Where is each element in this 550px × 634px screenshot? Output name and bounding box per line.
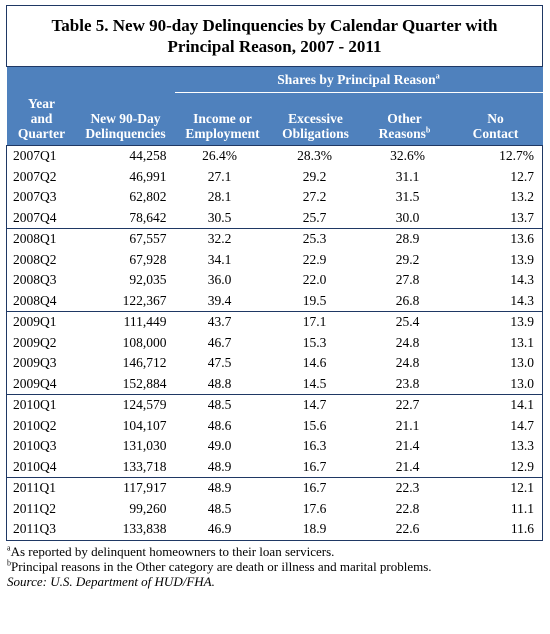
cell-quarter: 2010Q1 — [7, 395, 77, 416]
table-row — [7, 187, 543, 208]
cell-no-contact: 11.1 — [449, 499, 543, 520]
table-row — [7, 229, 543, 250]
cell-no-contact: 13.0 — [449, 374, 543, 395]
table-row — [7, 499, 543, 520]
cell-excessive-obligations: 19.5 — [302, 292, 327, 308]
table-row — [7, 478, 543, 499]
cell-new-delinquencies: 104,107 — [122, 417, 167, 433]
cell-income-employment: 43.7 — [175, 312, 271, 333]
cell-excessive-obligations: 15.6 — [302, 417, 327, 433]
cell-income-employment: 27.1 — [207, 168, 232, 184]
cell-no-contact: 13.1 — [449, 333, 543, 354]
cell-new-delinquencies: 111,449 — [77, 312, 175, 333]
cell-new-delinquencies: 67,557 — [77, 229, 175, 250]
cell-other-reasons: 24.8 — [395, 355, 420, 371]
source-note: Source: U.S. Department of HUD/FHA. — [7, 573, 215, 589]
cell-new-delinquencies: 131,030 — [122, 438, 167, 454]
title-line-1: Table 5. New 90-day Delinquencies by Calendar Quarter with — [51, 16, 498, 35]
cell-income-employment: 49.0 — [207, 438, 232, 454]
cell-no-contact: 13.0 — [449, 353, 543, 374]
cell-other-reasons: 21.4 — [395, 438, 420, 454]
table-row — [7, 416, 543, 437]
cell-new-delinquencies: 67,928 — [129, 251, 167, 267]
cell-quarter: 2009Q4 — [7, 374, 77, 395]
cell-other-reasons: 24.8 — [395, 334, 420, 350]
cell-excessive-obligations: 22.9 — [302, 251, 327, 267]
cell-excessive-obligations: 25.7 — [302, 209, 327, 225]
table-row — [7, 333, 543, 354]
cell-income-employment: 48.6 — [207, 417, 232, 433]
cell-excessive-obligations: 28.3% — [271, 146, 361, 167]
cell-other-reasons: 22.6 — [361, 519, 449, 540]
cell-no-contact: 13.2 — [449, 187, 543, 208]
cell-no-contact: 14.7 — [449, 416, 543, 437]
header-excessive-obligations: Excessive Obligations — [271, 93, 361, 146]
cell-quarter: 2008Q4 — [7, 291, 77, 312]
cell-excessive-obligations: 25.3 — [271, 229, 361, 250]
cell-other-reasons: 25.4 — [361, 312, 449, 333]
cell-other-reasons: 22.8 — [395, 500, 420, 516]
cell-no-contact: 12.9 — [449, 457, 543, 478]
cell-new-delinquencies: 44,258 — [77, 146, 175, 167]
cell-no-contact: 12.7% — [449, 146, 543, 167]
header-year-quarter: Year and Quarter — [7, 67, 77, 146]
cell-other-reasons: 22.3 — [361, 478, 449, 499]
header-other-reasons: Other Reasons$^b$ — [361, 93, 449, 146]
cell-no-contact: 12.7 — [449, 167, 543, 188]
cell-no-contact: 13.7 — [449, 208, 543, 229]
cell-income-employment: 46.7 — [207, 334, 232, 350]
table-figure — [6, 5, 542, 589]
cell-other-reasons: 28.9 — [361, 229, 449, 250]
table-row — [7, 519, 543, 540]
cell-income-employment: 34.1 — [207, 251, 232, 267]
cell-other-reasons: 32.6% — [361, 146, 449, 167]
cell-excessive-obligations: 17.1 — [271, 312, 361, 333]
cell-income-employment: 46.9 — [175, 519, 271, 540]
cell-income-employment: 39.4 — [207, 292, 232, 308]
cell-quarter: 2009Q2 — [7, 333, 77, 354]
cell-excessive-obligations: 15.3 — [302, 334, 327, 350]
cell-quarter: 2011Q3 — [7, 519, 77, 540]
cell-other-reasons: 31.1 — [395, 168, 420, 184]
cell-other-reasons: 21.4 — [395, 458, 420, 474]
cell-new-delinquencies: 124,579 — [77, 395, 175, 416]
table-row — [7, 291, 543, 312]
cell-new-delinquencies: 46,991 — [129, 168, 167, 184]
table-title — [7, 6, 543, 67]
cell-excessive-obligations: 16.7 — [271, 478, 361, 499]
cell-income-employment: 48.9 — [207, 458, 232, 474]
table-row — [7, 436, 543, 457]
cell-income-employment: 36.0 — [207, 272, 232, 288]
cell-other-reasons: 27.8 — [395, 272, 420, 288]
cell-other-reasons: 22.7 — [361, 395, 449, 416]
cell-no-contact: 13.3 — [449, 436, 543, 457]
footnote-b: $^b$Principal reasons in the Other category are death or illness and marital problems. — [7, 558, 432, 574]
cell-no-contact: 12.1 — [449, 478, 543, 499]
table-row — [7, 167, 543, 188]
cell-new-delinquencies: 117,917 — [77, 478, 175, 499]
table-row — [7, 374, 543, 395]
table-row — [7, 395, 543, 416]
cell-no-contact: 11.6 — [449, 519, 543, 540]
cell-income-employment: 47.5 — [207, 355, 232, 371]
cell-excessive-obligations: 14.6 — [302, 355, 327, 371]
table-row — [7, 270, 543, 291]
cell-quarter: 2008Q1 — [7, 229, 77, 250]
table-row — [7, 250, 543, 271]
cell-quarter: 2010Q3 — [7, 436, 77, 457]
cell-quarter: 2011Q1 — [7, 478, 77, 499]
table-notes — [6, 544, 542, 589]
header-shares-by-reason: Shares by Principal Reason$^a$ — [175, 67, 543, 93]
cell-quarter: 2008Q3 — [7, 270, 77, 291]
cell-new-delinquencies: 62,802 — [129, 189, 167, 205]
cell-income-employment: 32.2 — [175, 229, 271, 250]
table-body — [7, 146, 543, 541]
cell-income-employment: 48.9 — [175, 478, 271, 499]
cell-income-employment: 48.5 — [175, 395, 271, 416]
cell-new-delinquencies: 146,712 — [122, 355, 167, 371]
cell-new-delinquencies: 99,260 — [129, 500, 167, 516]
cell-excessive-obligations: 16.3 — [302, 438, 327, 454]
cell-quarter: 2009Q3 — [7, 353, 77, 374]
header-row-bottom — [7, 93, 543, 146]
cell-no-contact: 14.3 — [449, 270, 543, 291]
cell-quarter: 2007Q1 — [7, 146, 77, 167]
cell-no-contact: 14.1 — [449, 395, 543, 416]
cell-new-delinquencies: 152,884 — [122, 375, 167, 391]
cell-excessive-obligations: 29.2 — [302, 168, 327, 184]
cell-other-reasons: 30.0 — [395, 209, 420, 225]
cell-excessive-obligations: 14.5 — [302, 375, 327, 391]
table-row — [7, 208, 543, 229]
cell-other-reasons: 26.8 — [395, 292, 420, 308]
footnote-a: $^a$As reported by delinquent homeowners to their loan servicers. — [7, 543, 335, 559]
cell-no-contact: 13.9 — [449, 250, 543, 271]
cell-excessive-obligations: 17.6 — [302, 500, 327, 516]
cell-no-contact: 14.3 — [449, 291, 543, 312]
cell-new-delinquencies: 133,718 — [122, 458, 167, 474]
cell-excessive-obligations: 27.2 — [302, 189, 327, 205]
header-income-employment: Income or Employment — [175, 93, 271, 146]
cell-excessive-obligations: 22.0 — [302, 272, 327, 288]
cell-income-employment: 30.5 — [207, 209, 232, 225]
cell-quarter: 2010Q4 — [7, 457, 77, 478]
cell-quarter: 2008Q2 — [7, 250, 77, 271]
delinquency-table — [6, 5, 543, 541]
cell-no-contact: 13.6 — [449, 229, 543, 250]
cell-quarter: 2009Q1 — [7, 312, 77, 333]
cell-quarter: 2011Q2 — [7, 499, 77, 520]
cell-other-reasons: 29.2 — [395, 251, 420, 267]
header-row-top — [7, 67, 543, 93]
cell-other-reasons: 31.5 — [395, 189, 420, 205]
title-line-2: Principal Reason, 2007 - 2011 — [167, 37, 382, 56]
cell-other-reasons: 23.8 — [395, 375, 420, 391]
cell-quarter: 2007Q2 — [7, 167, 77, 188]
table-row — [7, 312, 543, 333]
cell-income-employment: 48.8 — [207, 375, 232, 391]
cell-quarter: 2007Q4 — [7, 208, 77, 229]
cell-excessive-obligations: 16.7 — [302, 458, 327, 474]
cell-income-employment: 28.1 — [207, 189, 232, 205]
cell-excessive-obligations: 14.7 — [271, 395, 361, 416]
header-new-delinquencies: New 90-Day Delinquencies — [77, 93, 175, 146]
cell-excessive-obligations: 18.9 — [271, 519, 361, 540]
cell-quarter: 2010Q2 — [7, 416, 77, 437]
cell-new-delinquencies: 133,838 — [77, 519, 175, 540]
cell-income-employment: 26.4% — [175, 146, 271, 167]
table-row — [7, 457, 543, 478]
cell-new-delinquencies: 122,367 — [122, 292, 167, 308]
cell-new-delinquencies: 92,035 — [129, 272, 167, 288]
cell-new-delinquencies: 108,000 — [122, 334, 167, 350]
cell-quarter: 2007Q3 — [7, 187, 77, 208]
table-row — [7, 146, 543, 167]
table-row — [7, 353, 543, 374]
cell-no-contact: 13.9 — [449, 312, 543, 333]
cell-other-reasons: 21.1 — [395, 417, 420, 433]
header-no-contact: No Contact — [449, 93, 543, 146]
cell-new-delinquencies: 78,642 — [129, 209, 167, 225]
cell-income-employment: 48.5 — [207, 500, 232, 516]
